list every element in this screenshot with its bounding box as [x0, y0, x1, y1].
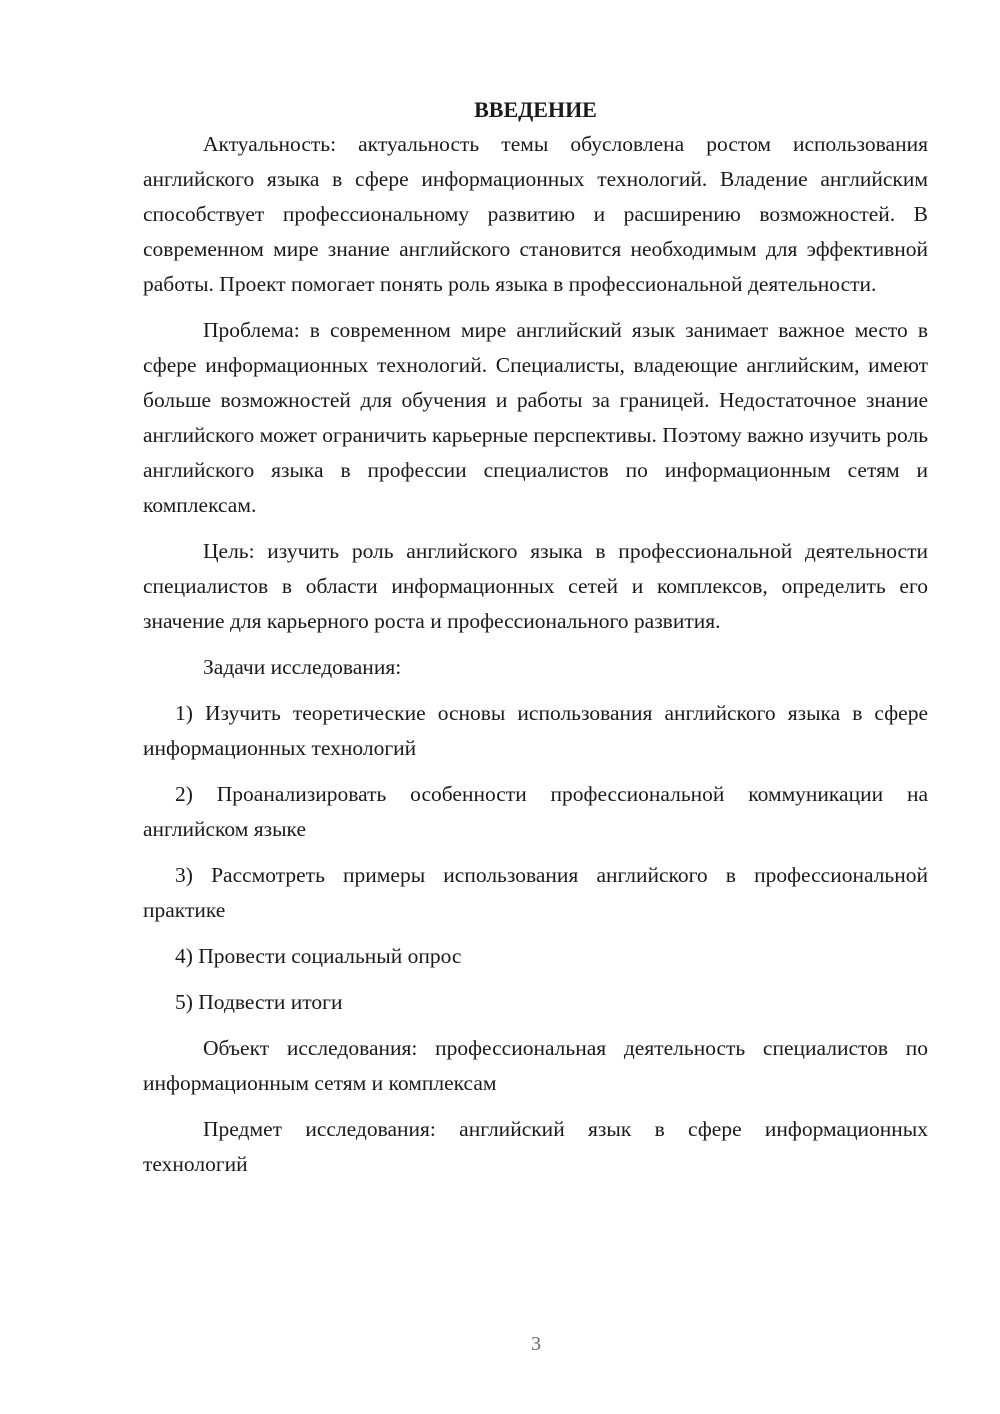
relevance-paragraph: Актуальность: актуальность темы обусловлена ростом использования английского языка в сфере информационных технологий. Владение английским способствует профессиональному развитию и расширению возможностей. В современном мире знание английского становится необходимым для эффективной работы. Проект помогает понять роль языка в профессиональной деятельности.	[143, 132, 928, 296]
problem-paragraph: Проблема: в современном мире английский язык занимает важное место в сфере информационных технологий. Специалисты, владеющие английским, имеют больше возможностей для обучения и работы за границей. Недостаточное знание английского может ограничить карьерные перспективы. Поэтому важно изучить роль английского языка в профессии специалистов по информационным сетям и комплексам.	[143, 318, 929, 517]
goal-paragraph: Цель: изучить роль английского языка в профессиональной деятельности специалистов в области информационных сетей и комплексов, определить его значение для карьерного роста и профессионального развития.	[143, 539, 928, 633]
task-item-4: 4) Провести социальный опрос	[175, 944, 462, 968]
document-page	[143, 92, 928, 1193]
task-item-2: 2) Проанализировать особенности профессиональной коммуникации на английском языке	[143, 782, 928, 841]
tasks-heading: Задачи исследования:	[203, 655, 402, 679]
task-item-3: 3) Рассмотреть примеры использования английского в профессиональной практике	[143, 863, 928, 922]
section-title: ВВЕДЕНИЕ	[474, 97, 597, 122]
object-paragraph: Объект исследования: профессиональная деятельность специалистов по информационным сетям и комплексам	[143, 1036, 928, 1095]
subject-paragraph: Предмет исследования: английский язык в сфере информационных технологий	[143, 1117, 928, 1176]
task-item-1: 1) Изучить теоретические основы использования английского языка в сфере информационных технологий	[143, 701, 928, 760]
page-number: 3	[531, 1333, 541, 1355]
task-item-5: 5) Подвести итоги	[175, 990, 343, 1014]
